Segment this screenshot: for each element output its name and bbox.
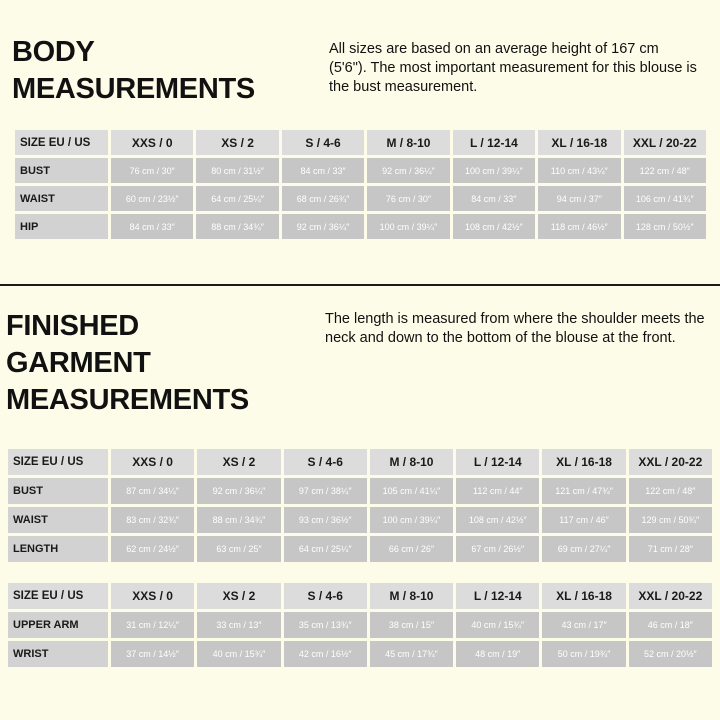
title-line: MEASUREMENTS bbox=[6, 384, 249, 416]
size-header-cell: XS / 2 bbox=[197, 449, 280, 475]
measurement-cell: 92 cm / 36¼″ bbox=[282, 214, 364, 239]
size-header-cell: XXL / 20-22 bbox=[624, 130, 706, 155]
measurement-cell: 93 cm / 36½″ bbox=[284, 507, 367, 533]
measurement-cell: 118 cm / 46½″ bbox=[538, 214, 620, 239]
size-header-row bbox=[15, 130, 706, 155]
measurement-cell: 42 cm / 16½″ bbox=[284, 641, 367, 667]
table-row bbox=[8, 641, 712, 667]
measurement-cell: 84 cm / 33″ bbox=[282, 158, 364, 183]
measurement-cell: 71 cm / 28″ bbox=[629, 536, 712, 562]
garment-arm-measurements-table bbox=[5, 580, 715, 670]
measurement-cell: 100 cm / 39¼″ bbox=[370, 507, 453, 533]
measurement-cell: 117 cm / 46″ bbox=[542, 507, 625, 533]
measurement-cell: 33 cm / 13″ bbox=[197, 612, 280, 638]
measurement-cell: 100 cm / 39¼″ bbox=[453, 158, 535, 183]
measurement-cell: 84 cm / 33″ bbox=[111, 214, 193, 239]
measurement-cell: 97 cm / 38¼″ bbox=[284, 478, 367, 504]
measurement-cell: 68 cm / 26¾″ bbox=[282, 186, 364, 211]
measurement-cell: 84 cm / 33″ bbox=[453, 186, 535, 211]
measurement-cell: 64 cm / 25¼″ bbox=[196, 186, 278, 211]
measurement-cell: 50 cm / 19¾″ bbox=[542, 641, 625, 667]
garment-measurements-title bbox=[6, 308, 249, 419]
size-header-cell: XXL / 20-22 bbox=[629, 449, 712, 475]
section-divider bbox=[0, 284, 720, 286]
size-header-row bbox=[8, 449, 712, 475]
body-measurements-intro: All sizes are based on an average height of 167 cm (5'6"). The most important measurement for this blouse is the bust measurement. bbox=[329, 41, 697, 95]
table-row bbox=[8, 612, 712, 638]
measurement-cell: 108 cm / 42½″ bbox=[453, 214, 535, 239]
size-header-cell: M / 8-10 bbox=[370, 449, 453, 475]
measurement-cell: 48 cm / 19″ bbox=[456, 641, 539, 667]
measurement-cell: 37 cm / 14½″ bbox=[111, 641, 194, 667]
measurement-cell: 40 cm / 15¾″ bbox=[197, 641, 280, 667]
measurement-cell: 76 cm / 30″ bbox=[367, 186, 449, 211]
measurement-label: WAIST bbox=[15, 186, 108, 211]
garment-measurements-intro: The length is measured from where the shoulder meets the neck and down to the bottom of the blouse at the front. bbox=[325, 311, 705, 346]
title-line: FINISHED bbox=[6, 310, 139, 342]
measurement-cell: 128 cm / 50½″ bbox=[624, 214, 706, 239]
table-row bbox=[8, 507, 712, 533]
measurement-cell: 83 cm / 32¾″ bbox=[111, 507, 194, 533]
measurement-cell: 43 cm / 17″ bbox=[542, 612, 625, 638]
size-header-cell: L / 12-14 bbox=[453, 130, 535, 155]
body-measurements-table bbox=[12, 127, 709, 242]
size-header-cell: XL / 16-18 bbox=[542, 449, 625, 475]
measurement-cell: 88 cm / 34¾″ bbox=[197, 507, 280, 533]
table-row bbox=[15, 186, 706, 211]
table-row bbox=[15, 214, 706, 239]
body-measurements-title bbox=[12, 34, 255, 108]
measurement-cell: 40 cm / 15¾″ bbox=[456, 612, 539, 638]
title-line: MEASUREMENTS bbox=[12, 73, 255, 105]
size-header-cell: XXS / 0 bbox=[111, 449, 194, 475]
measurement-label: WRIST bbox=[8, 641, 108, 667]
measurement-cell: 31 cm / 12¼″ bbox=[111, 612, 194, 638]
measurement-cell: 63 cm / 25″ bbox=[197, 536, 280, 562]
measurement-cell: 38 cm / 15″ bbox=[370, 612, 453, 638]
measurement-cell: 76 cm / 30″ bbox=[111, 158, 193, 183]
measurement-label: BUST bbox=[8, 478, 108, 504]
measurement-cell: 62 cm / 24½″ bbox=[111, 536, 194, 562]
size-header-cell: L / 12-14 bbox=[456, 449, 539, 475]
size-header-cell: S / 4-6 bbox=[284, 583, 367, 609]
title-line: BODY bbox=[12, 36, 95, 68]
measurement-cell: 112 cm / 44″ bbox=[456, 478, 539, 504]
measurement-label: UPPER ARM bbox=[8, 612, 108, 638]
size-header-cell: S / 4-6 bbox=[282, 130, 364, 155]
size-header-cell: L / 12-14 bbox=[456, 583, 539, 609]
measurement-cell: 106 cm / 41¾″ bbox=[624, 186, 706, 211]
measurement-cell: 67 cm / 26½″ bbox=[456, 536, 539, 562]
measurement-cell: 66 cm / 26″ bbox=[370, 536, 453, 562]
size-header-cell: XXL / 20-22 bbox=[629, 583, 712, 609]
size-header-cell: XS / 2 bbox=[196, 130, 278, 155]
size-header-label: SIZE EU / US bbox=[8, 449, 108, 475]
measurement-cell: 110 cm / 43¼″ bbox=[538, 158, 620, 183]
measurement-cell: 88 cm / 34¾″ bbox=[196, 214, 278, 239]
table-row bbox=[8, 536, 712, 562]
measurement-label: LENGTH bbox=[8, 536, 108, 562]
measurement-cell: 92 cm / 36¼″ bbox=[197, 478, 280, 504]
size-header-cell: XL / 16-18 bbox=[538, 130, 620, 155]
size-header-cell: XXS / 0 bbox=[111, 130, 193, 155]
measurement-cell: 87 cm / 34¼″ bbox=[111, 478, 194, 504]
measurement-cell: 45 cm / 17¾″ bbox=[370, 641, 453, 667]
size-header-cell: XL / 16-18 bbox=[542, 583, 625, 609]
measurement-cell: 108 cm / 42½″ bbox=[456, 507, 539, 533]
measurement-label: BUST bbox=[15, 158, 108, 183]
measurement-cell: 129 cm / 50¾″ bbox=[629, 507, 712, 533]
measurement-cell: 100 cm / 39¼″ bbox=[367, 214, 449, 239]
title-line: GARMENT bbox=[6, 347, 151, 379]
size-header-cell: M / 8-10 bbox=[367, 130, 449, 155]
measurement-cell: 35 cm / 13¾″ bbox=[284, 612, 367, 638]
measurement-cell: 60 cm / 23½″ bbox=[111, 186, 193, 211]
table-row bbox=[15, 158, 706, 183]
table-row bbox=[8, 478, 712, 504]
measurement-cell: 121 cm / 47¾″ bbox=[542, 478, 625, 504]
measurement-cell: 92 cm / 36¼″ bbox=[367, 158, 449, 183]
measurement-cell: 64 cm / 25¼″ bbox=[284, 536, 367, 562]
size-header-label: SIZE EU / US bbox=[8, 583, 108, 609]
measurement-cell: 122 cm / 48″ bbox=[629, 478, 712, 504]
measurement-cell: 105 cm / 41¼″ bbox=[370, 478, 453, 504]
measurement-cell: 80 cm / 31½″ bbox=[196, 158, 278, 183]
measurement-cell: 122 cm / 48″ bbox=[624, 158, 706, 183]
size-header-cell: S / 4-6 bbox=[284, 449, 367, 475]
size-header-cell: XS / 2 bbox=[197, 583, 280, 609]
size-header-cell: M / 8-10 bbox=[370, 583, 453, 609]
measurement-cell: 46 cm / 18″ bbox=[629, 612, 712, 638]
measurement-cell: 94 cm / 37″ bbox=[538, 186, 620, 211]
measurement-cell: 69 cm / 27¼″ bbox=[542, 536, 625, 562]
measurement-label: WAIST bbox=[8, 507, 108, 533]
size-header-label: SIZE EU / US bbox=[15, 130, 108, 155]
garment-measurements-table bbox=[5, 446, 715, 565]
measurement-cell: 52 cm / 20½″ bbox=[629, 641, 712, 667]
size-header-row bbox=[8, 583, 712, 609]
size-header-cell: XXS / 0 bbox=[111, 583, 194, 609]
measurement-label: HIP bbox=[15, 214, 108, 239]
